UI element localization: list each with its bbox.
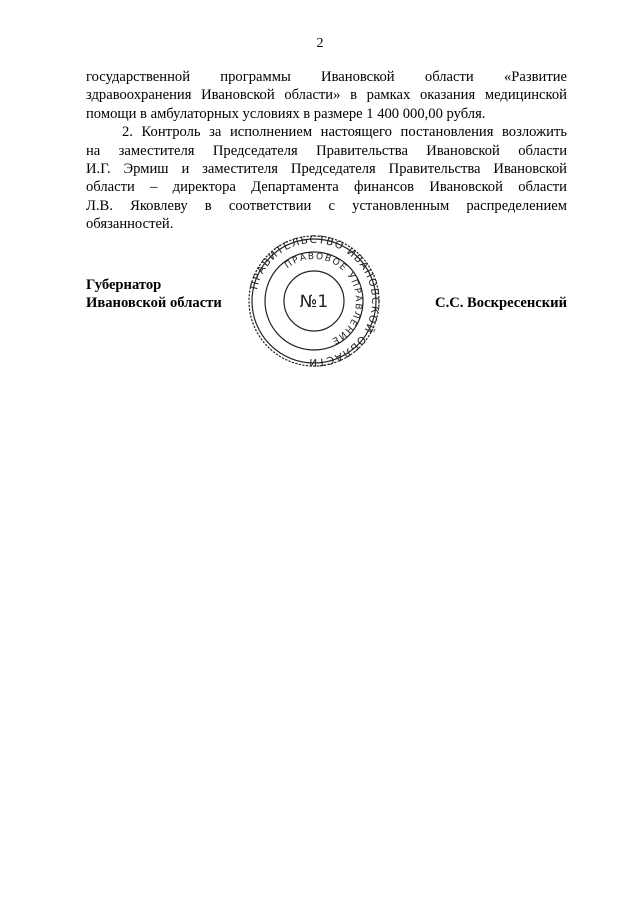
seal-inner-text: ПРАВОВОЕ УПРАВЛЕНИЕ <box>283 251 364 346</box>
document-body <box>86 68 567 234</box>
text-line: государственной программы Ивановской области «Развитие <box>86 69 567 85</box>
signer-position: Губернатор <box>86 277 162 293</box>
page-number: 2 <box>316 36 324 51</box>
text-line: обязанностей. <box>86 216 174 233</box>
text-line: на заместителя Председателя Правительства Ивановской области <box>86 142 567 159</box>
seal-outer-text: ПРАВИТЕЛЬСТВО ИВАНОВСКОЙ ОБЛАСТИ <box>248 234 382 368</box>
signer-region: Ивановской области <box>86 295 222 312</box>
seal-center-number: №1 <box>299 292 329 312</box>
text-line: И.Г. Эрмиш и заместителя Председателя Правительства Ивановской <box>86 161 567 178</box>
official-seal <box>246 234 382 368</box>
signer-name: С.С. Воскресенский <box>435 295 567 312</box>
text-line: области – директора Департамента финансов Ивановской области <box>86 179 567 196</box>
text-line: помощи в амбулаторных условиях в размере 1 400 000,00 рубля. <box>86 105 486 122</box>
text-line: здравоохранения Ивановской области» в рамках оказания медицинской <box>86 87 567 104</box>
signature-block <box>86 234 567 368</box>
text-line: 2. Контроль за исполнением настоящего постановления возложить <box>122 124 567 141</box>
text-line: Л.В. Яковлеву в соответствии с установленным распределением <box>86 197 567 214</box>
signer-title <box>86 276 222 313</box>
